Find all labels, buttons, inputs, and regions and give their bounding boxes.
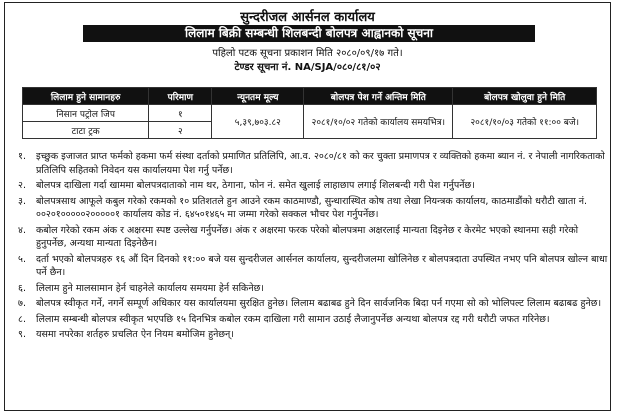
list-item: ९. यसमा नपरेका शर्तहरु प्रचलित ऐन नियम बमोजिम हुनेछन्। (18, 329, 234, 340)
list-item: ४. कबोल गरेको रकम अंक र अक्षरमा स्पष्ट उल्लेख गर्नुपर्नेछ। अंक र अक्षरमा फरक परेको बोलपत्रमा अक्षरलाई मान्यता दिइनेछ र केरमेट भएको स्थानमा सही गरेको हुनुपर्नेछ, अन्यथा मान्यता दिइनेछैन। (18, 224, 579, 249)
terms-list (18, 150, 610, 344)
list-item: ३. बोलपत्रसाथ आफूले कबुल गरेको रकमको १० प्रतिशतले हुन आउने रकम काठमाण्डौ, सुन्धारास्थित कोष तथा लेखा नियन्त्रक कार्यालय, काठमाडौंको धरौटी खाता नं. ००२०१०००००२०००००१ कार्यालय कोड नं. ६४५०१४६५ मा जम्मा गरेको सक्कल भौचर पेश गर्नुपर्नेछ। (18, 195, 588, 220)
table-header-row (23, 88, 597, 105)
list-item: ५. दर्ता भएको बोलपत्रहरु १६ औं दिन दिनको ११:०० बजे यस सुन्दरीजल आर्सनल कार्यालय, सुन्दरीजलमा खोलिनेछ र बोलपत्रदाता उपस्थित नभए पनि बोलपत्र खोल्न बाधा पर्ने छैन। (18, 253, 608, 278)
tender-reference: टेण्डर सूचना नं. NA/SJA/०८०/८१/०२ (234, 62, 381, 73)
publication-date: पहिलो पटक सूचना प्रकाशन मिति २०८०/०९/१७ गते। (212, 48, 403, 59)
list-item: ६. लिलाम हुने मालसामान हेर्न चाहनेले कार्यालय समयमा हेर्न सकिनेछ। (18, 282, 264, 294)
notice-title-banner: लिलाम बिक्री सम्बन्धी शिलबन्दी बोलपत्र आह्वानको सूचना (83, 25, 535, 42)
item-name: टाटा ट्रक (23, 122, 149, 139)
submission-deadline: २०८१/१०/०२ गतेको कार्यालय समयभित्र। (304, 105, 453, 139)
opening-date: २०८१/१०/०३ गतेको ११:०० बजे। (453, 105, 597, 139)
table-row (23, 105, 597, 122)
column-header: बोलपत्र पेश गर्ने अन्तिम मिति (304, 88, 453, 105)
organization-name: सुन्दरीजल आर्सनल कार्यालय (240, 10, 375, 25)
list-item: २. बोलपत्र दाखिला गर्दा खाममा बोलपत्रदाताको नाम थर, ठेगाना, फोन नं. समेत खुलाई लाहाछाप लगाई शिलबन्दी गरी पेश गर्नुपर्नेछ। (18, 180, 475, 191)
column-header: लिलाम हुने सामानहरु (23, 88, 149, 105)
notice-frame (4, 2, 611, 411)
item-name: निसान पट्रोल जिप (23, 105, 149, 122)
column-header: बोलपत्र खोलुवा हुने मिति (453, 88, 597, 105)
minimum-price: ५,३९,७०३.८२ (212, 105, 304, 139)
list-item: १. इच्छुक इजाजत प्राप्त फर्मको हकमा फर्म संस्था दर्ताको प्रमाणित प्रतिलिपि, आ.व. २०८०/८१ को कर चुक्ता प्रमाणपत्र र व्यक्तिको हकमा ब्यान नं. र नेपाली नागरिकताको प्रतिलिपि सहितको निवेदन यस कार्यालयमा पेश गर्नु पर्नेछ। (18, 151, 605, 176)
item-quantity: २ (149, 122, 212, 139)
column-header: परिमाण (149, 88, 212, 105)
auction-items-table (22, 87, 597, 139)
list-item: ८. लिलाम सम्बन्धी बोलपत्र स्वीकृत भएपछि १५ दिनभित्र कबोल रकम दाखिला गरी सामान उठाई लैजानुपर्नेछ अन्यथा बोलपत्र रद्द गरी धरौटी जफत गरिनेछ। (18, 313, 550, 325)
item-quantity: १ (149, 105, 212, 122)
list-item: ७. बोलपत्र स्वीकृत गर्ने, नगर्ने सम्पूर्ण अधिकार यस कार्यालयमा सुरक्षित हुनेछ। लिलाम बढाबढ हुने दिन सार्वजनिक बिदा पर्न गएमा सो को भोलिपल्ट लिलाम बढाबढ हुनेछ। (18, 298, 602, 309)
column-header: न्यूनतम मूल्य (212, 88, 304, 105)
